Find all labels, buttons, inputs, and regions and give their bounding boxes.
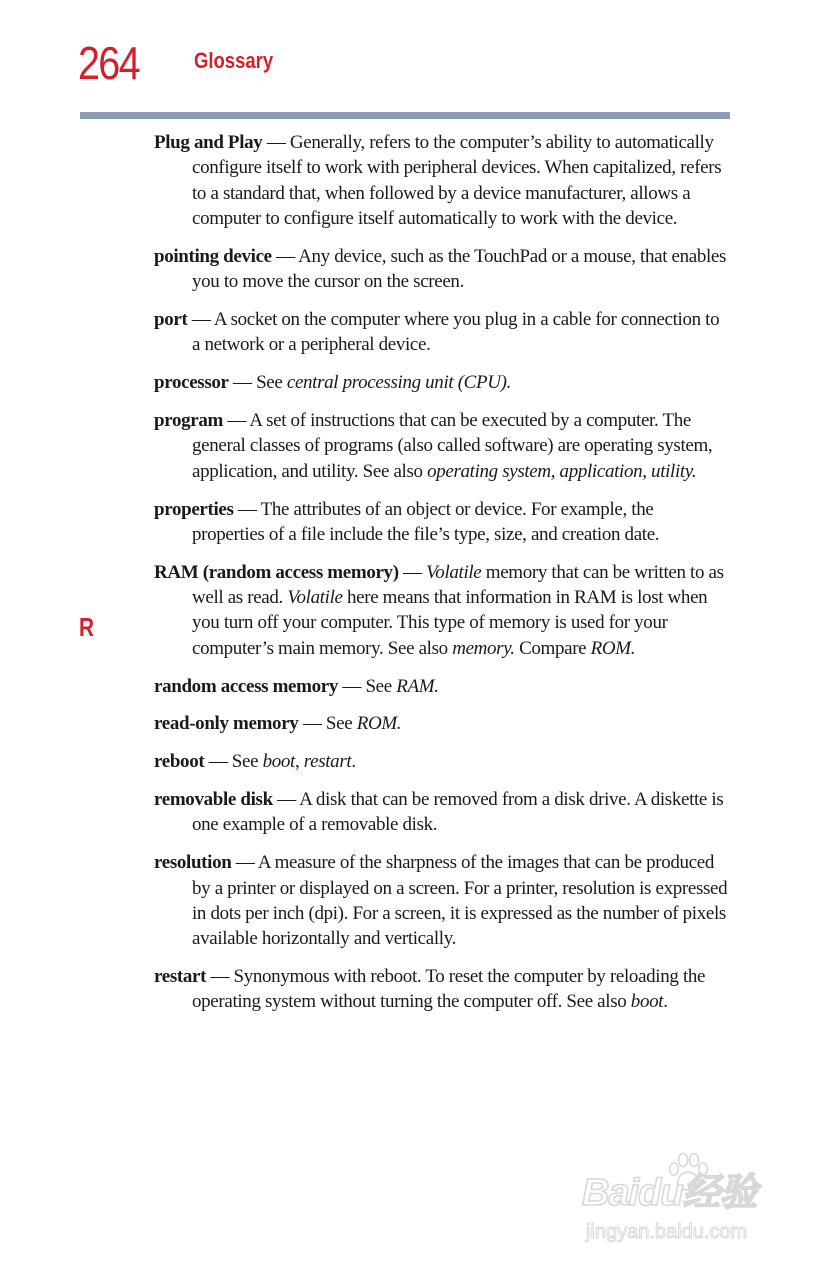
glossary-entries	[154, 130, 730, 1027]
emphasis-volatile-2: Volatile	[287, 587, 343, 609]
definition-text: See	[365, 675, 397, 697]
definition-text: Generally, refers to the computer’s ability to automatically configure itself to work with peripheral devices. When capitalized, refers to a standard that, when followed by a device manufacturer, allows a computer to configure itself automatically to work with the device.	[192, 132, 722, 229]
definition-text: Synonymous with reboot. To reset the computer by reloading the operating system without turning the computer off. See also	[192, 966, 706, 1013]
cross-reference: boot	[630, 991, 664, 1013]
glossary-entry-processor	[154, 370, 730, 395]
term-separator: —	[231, 852, 258, 874]
glossary-entry-plug-and-play	[154, 130, 730, 231]
term-separator: —	[228, 372, 257, 394]
term-separator: —	[271, 245, 299, 267]
cross-reference-restart: restart	[303, 751, 352, 773]
cross-reference: operating system, application, utility.	[427, 460, 697, 482]
glossary-term: processor	[154, 372, 229, 394]
definition-text-2: here means that information in RAM is lost when you turn off your computer. This type of memory is used for your computer’s main memory. See also	[192, 587, 708, 659]
definition-text: A set of instructions that can be executed by a computer. The general classes of programs (also called software) are operating system, application, and utility. See also	[192, 410, 713, 482]
cross-reference: ROM.	[356, 713, 402, 735]
glossary-term: restart	[154, 966, 207, 988]
cross-reference: central processing unit (CPU).	[286, 372, 512, 394]
glossary-term: pointing device	[154, 245, 272, 267]
definition-text: A socket on the computer where you plug in a cable for connection to a network or a peripheral device.	[192, 308, 720, 356]
letter-marker: R	[79, 612, 95, 642]
cross-reference-rom: ROM.	[590, 637, 636, 659]
glossary-term: RAM (random access memory)	[154, 561, 399, 583]
glossary-term: random access memory	[154, 675, 339, 697]
glossary-term: program	[154, 410, 223, 432]
definition-text: The attributes of an object or device. For example, the properties of a file include the file’s type, size, and creation date.	[192, 498, 660, 545]
term-separator: —	[222, 410, 250, 432]
term-separator: —	[398, 561, 427, 583]
emphasis-volatile: Volatile	[426, 561, 482, 583]
glossary-term: port	[154, 308, 188, 330]
glossary-entry-restart	[154, 964, 730, 1015]
reference-comma: ,	[294, 751, 304, 773]
definition-text: See	[231, 751, 263, 773]
term-separator: —	[206, 966, 234, 988]
section-title: Glossary	[194, 48, 274, 73]
glossary-entry-program	[154, 408, 730, 484]
glossary-term: properties	[154, 498, 234, 520]
definition-text: Any device, such as the TouchPad or a mouse, that enables you to move the cursor on the screen.	[192, 245, 727, 293]
glossary-term: read-only memory	[154, 713, 299, 735]
glossary-entry-resolution	[154, 850, 730, 951]
cross-reference-memory: memory.	[452, 637, 515, 659]
page-number: 264	[78, 37, 139, 89]
definition-text-end: .	[663, 991, 668, 1013]
term-separator: —	[233, 498, 261, 520]
term-separator: —	[262, 132, 290, 153]
definition-text: See	[256, 372, 287, 394]
glossary-entry-random-access-memory	[154, 674, 730, 699]
baidu-jingyan-watermark	[582, 1152, 782, 1252]
term-separator: —	[338, 675, 366, 697]
watermark-logo-text: Baidu经验	[582, 1172, 757, 1214]
glossary-entry-reboot	[154, 749, 730, 774]
glossary-entry-ram	[154, 560, 730, 661]
glossary-term: Plug and Play	[154, 132, 263, 153]
glossary-entry-properties	[154, 497, 730, 548]
definition-text: A disk that can be removed from a disk drive. A diskette is one example of a removable disk.	[192, 789, 724, 836]
cross-reference-boot: boot	[262, 751, 295, 773]
term-separator: —	[204, 751, 232, 773]
definition-text: A measure of the sharpness of the images that can be produced by a printer or displayed on a screen. For a printer, resolution is expressed in dots per inch (dpi). For a screen, it is expressed as the number of pixels available horizontally and vertically.	[192, 852, 728, 950]
watermark-url: jingyan.baidu.com	[586, 1221, 748, 1243]
glossary-term: removable disk	[154, 789, 273, 811]
cross-reference: RAM.	[396, 675, 439, 697]
definition-text: memory that can be written to as well as read.	[192, 561, 724, 609]
glossary-entry-read-only-memory	[154, 711, 730, 736]
definition-text-end: .	[351, 751, 356, 773]
definition-text-3: Compare	[514, 637, 591, 659]
header-rule	[80, 112, 730, 119]
glossary-term: reboot	[154, 751, 205, 773]
glossary-entry-removable-disk	[154, 787, 730, 838]
term-separator: —	[272, 789, 300, 811]
glossary-entry-pointing-device	[154, 244, 730, 295]
term-separator: —	[187, 308, 214, 330]
glossary-term: resolution	[154, 852, 232, 874]
glossary-entry-port	[154, 307, 730, 358]
term-separator: —	[298, 713, 326, 735]
definition-text: See	[325, 713, 357, 735]
